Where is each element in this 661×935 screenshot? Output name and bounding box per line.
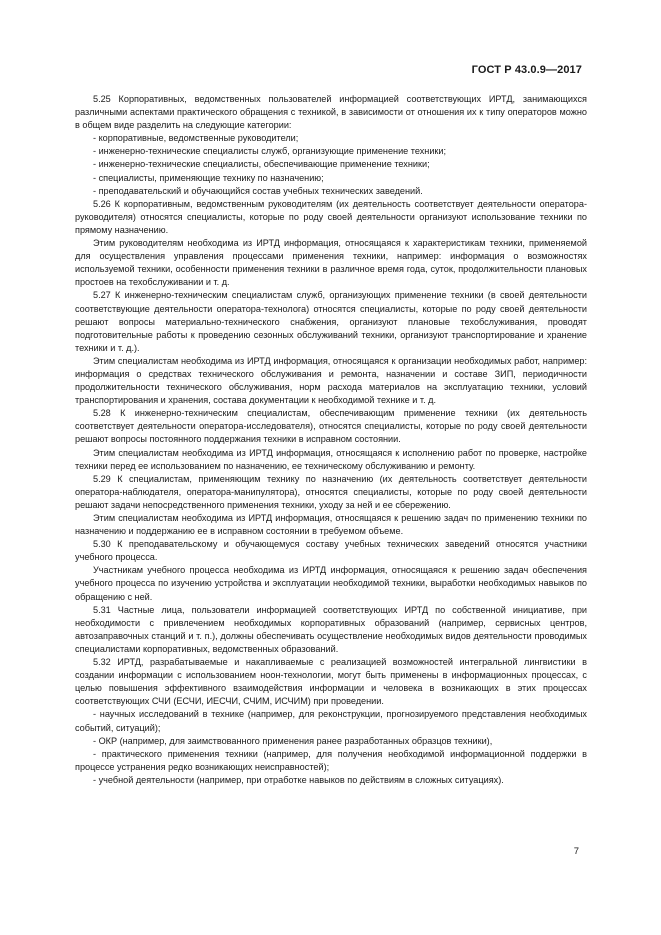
document-body xyxy=(75,93,587,787)
list-item: - преподавательский и обучающийся состав учебных технических заведений. xyxy=(93,185,423,196)
paragraph-5-29: 5.29 К специалистам, применяющим технику по назначению (их деятельность соответствует деятельности оператора-наблюдателя, оператора-манипулятора), относятся специалисты, которые по роду своей деятельности решают задачи непосредственного применения техники, уходу за ней и ее сбережению. xyxy=(75,473,587,510)
list-item: - учебной деятельности (например, при отработке навыков по действиям в сложных ситуациях). xyxy=(93,774,504,785)
list-item: - инженерно-технические специалисты служб, организующие применение техники; xyxy=(93,146,447,157)
paragraph-5-32: 5.32 ИРТД, разрабатываемые и накапливаемые с реализацией возможностей интегральной лингвистики в создании информации с использованием ноон-технологии, могут быть применены в информационных процессах, с целью повышения эффективного взаимодействия информации и человека в возникающих в этих процессах соответствующих СЧИ (ЕСЧИ, ИЕСЧИ, СЧИМ, ИСЧИМ) при проведении. xyxy=(75,657,587,707)
page-number: 7 xyxy=(573,846,579,857)
list-item: - корпоративные, ведомственные руководители; xyxy=(93,133,299,144)
paragraph-5-30: 5.30 К преподавательскому и обучающемуся составу учебных технических заведений относятся участники учебного процесса. xyxy=(75,539,587,563)
paragraph-5-27: 5.27 К инженерно-техническим специалистам служб, организующих применение техники (в своей деятельности соответствующие деятельности оператора-технолога) относятся специалисты, которые по роду своей деятельности решают вопросы материально-технического снабжения, организуют плановые техобслуживания, проводят подготовительные работы к проведению сезонных обслуживаний техники, организуют транспортирование и хранение техники и т. д.). xyxy=(75,290,587,353)
paragraph: Этим специалистам необходима из ИРТД информация, относящаяся к организации необходимых работ, например: информация о средствах технического обслуживания и ремонта, назначении и составе ЗИП, периодичности продолжительности технического обслуживания, норм расхода материалов на эксплуатацию техники, условий транспортирования и хранения, состава документации к необходимой технике и т. д. xyxy=(75,355,587,406)
list-item: - ОКР (например, для заимствованного применения ранее разработанных образцов техники), xyxy=(93,735,493,746)
paragraph-5-31: 5.31 Частные лица, пользователи информацией соответствующих ИРТД по собственной инициативе, при необходимости с привлечением необходимых корпоративных образований (например, сервисных центров, автозаправочных станций и т. п.), должны обеспечивать осуществление необходимых видов деятельности проводимых специалистами корпоративных, ведомственных образований. xyxy=(75,604,587,654)
paragraph: Участникам учебного процесса необходима из ИРТД информация, относящаяся к решению задач обеспечения учебного процесса по изучению устройства и эксплуатации необходимой техники, выработки необходимых навыков по обращению с ней. xyxy=(75,565,587,602)
paragraph: Этим специалистам необходима из ИРТД информация, относящаяся к исполнению работ по проверке, настройке техники перед ее использованием по назначению, ее техническому обслуживанию и ремонту. xyxy=(75,447,587,471)
list-item: - практического применения техники (например, для получения необходимой информационной поддержки в процессе устранения редко возникающих неисправностей); xyxy=(75,748,587,772)
paragraph-5-28: 5.28 К инженерно-техническим специалистам, обеспечивающим применение техники (их деятельность соответствует деятельности оператора-исследователя), относятся специалисты, которые по роду своей деятельности решают вопросы постоянного поддержания техники в исправном состоянии. xyxy=(75,408,587,445)
paragraph: Этим специалистам необходима из ИРТД информация, относящаяся к решению задач по применению техники по назначению и поддержанию ее в исправном состоянии в требуемом объеме. xyxy=(75,513,587,537)
paragraph-5-26: 5.26 К корпоративным, ведомственным руководителям (их деятельность соответствует деятельности оператора-руководителя) относятся специалисты, которые по роду своей деятельности организуют использование техники по прямому назначению. xyxy=(75,198,587,235)
paragraph-5-25: 5.25 Корпоративных, ведомственных пользователей информацией соответствующих ИРТД, занимающихся различными аспектами практического обращения с техникой, в зависимости от отношения их к типу операторов можно в общем виде разделить на следующие категории: xyxy=(75,94,587,131)
list-item: - инженерно-технические специалисты, обеспечивающие применение техники; xyxy=(93,159,430,170)
list-item: - научных исследований в технике (например, для реконструкции, прогнозируемого представления необходимых событий, ситуаций); xyxy=(75,709,587,733)
list-item: - специалисты, применяющие технику по назначению; xyxy=(93,172,324,183)
paragraph: Этим руководителям необходима из ИРТД информация, относящаяся к характеристикам техники, применяемой для осуществления управления процессами применения техники, например: информация о возможностях используемой техники, особенности применения техники в различное время года, суток, продолжительности плановых простоев на техобслуживании и т. д. xyxy=(75,238,587,288)
document-standard-header: ГОСТ Р 43.0.9—2017 xyxy=(471,64,582,76)
